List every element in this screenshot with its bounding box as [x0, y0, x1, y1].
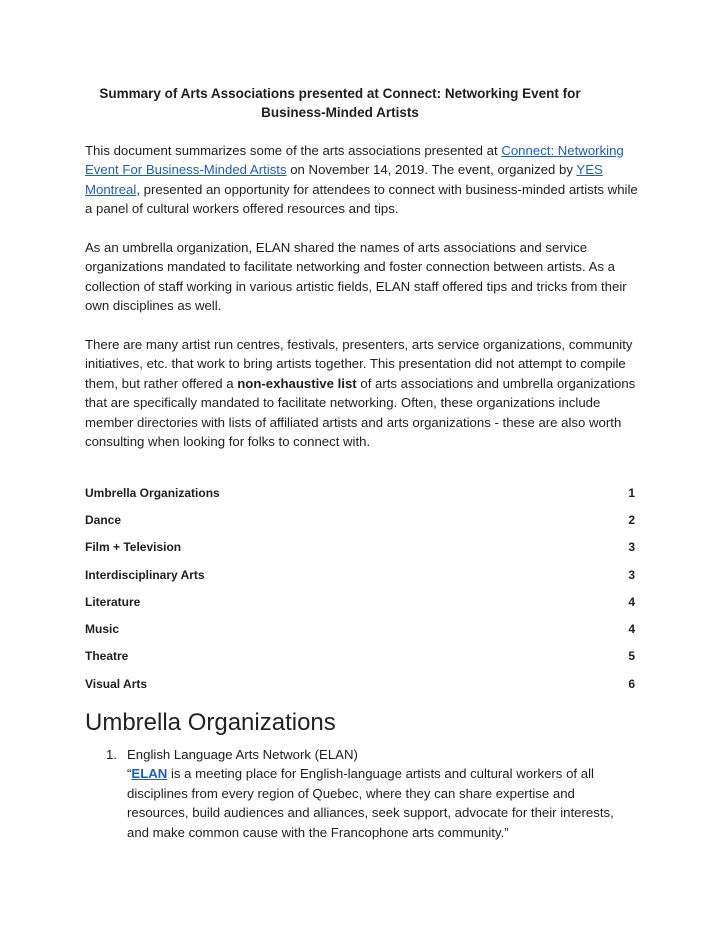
intro-text-3: , presented an opportunity for attendees to connect with business-minded artists while a panel of cultural workers offered resources and tips.	[85, 181, 638, 217]
toc-item-page: 5	[628, 649, 635, 664]
toc-item-visual-arts[interactable]	[85, 670, 635, 697]
description-text: is a meeting place for English-language artists and cultural workers of all disciplines from every region of Quebec, where they can share expertise and resources, build audiences and alliances, seek support, advocate for their interests, and make common cause with the Francophone arts community.”	[127, 766, 614, 840]
toc-item-page: 4	[628, 622, 635, 637]
toc-item-page: 1	[628, 485, 635, 500]
toc-item-page: 3	[628, 540, 635, 555]
toc-item-theatre[interactable]	[85, 643, 635, 670]
list-item-number: 1.	[106, 747, 117, 762]
section-heading: Umbrella Organizations	[85, 709, 336, 736]
para3-text-2: of arts associations and umbrella organizations that are specifically mandated to facilitate networking. Often, these organizations include member directories with lists of affiliated artists and arts organizations - these are also worth consulting when looking for folks to connect with.	[85, 375, 636, 450]
quote-open: “	[127, 766, 132, 782]
organization-description	[127, 764, 637, 842]
toc-item-umbrella-organizations[interactable]	[85, 479, 635, 506]
para3-bold: non-exhaustive list	[237, 375, 357, 391]
toc-item-label: Interdisciplinary Arts	[85, 567, 205, 582]
toc-item-interdisciplinary-arts[interactable]	[85, 561, 635, 588]
toc-item-label: Literature	[85, 594, 141, 609]
toc-item-dance[interactable]	[85, 506, 635, 533]
intro-paragraph	[85, 141, 640, 219]
toc-item-label: Music	[85, 622, 120, 637]
toc-item-page: 2	[628, 512, 635, 527]
toc-item-literature[interactable]	[85, 588, 635, 615]
title-line-2: Business-Minded Artists	[261, 105, 419, 120]
intro-text-1: This document summarizes some of the arts associations presented at	[85, 143, 502, 158]
para3-text-1: There are many artist run centres, festivals, presenters, arts service organizations, community initiatives, etc. that work to bring artists together. This presentation did not attempt to compile them, but rather offered a	[85, 337, 633, 391]
elan-paragraph: As an umbrella organization, ELAN shared the names of arts associations and service organizations mandated to facilitate networking and foster connection between artists. As a collection of staff working in various artistic fields, ELAN staff offered tips and tricks from their own disciplines as well.	[85, 240, 627, 314]
non-exhaustive-paragraph	[85, 335, 640, 451]
toc-item-label: Umbrella Organizations	[85, 485, 220, 500]
toc-item-page: 6	[628, 676, 635, 691]
toc-item-film-television[interactable]	[85, 534, 635, 561]
document-title	[90, 84, 590, 122]
elan-link[interactable]: ELAN	[131, 766, 168, 782]
toc-item-music[interactable]	[85, 615, 635, 642]
toc-item-label: Dance	[85, 512, 122, 527]
toc-item-label: Film + Television	[85, 540, 182, 555]
toc-item-label: Visual Arts	[85, 676, 148, 691]
organization-name: English Language Arts Network (ELAN)	[127, 747, 358, 762]
connect-event-link[interactable]: Connect: Networking Event For Business-Minded Artists	[85, 143, 624, 178]
intro-text-2: on November 14, 2019. The event, organized by	[286, 162, 577, 178]
toc-item-label: Theatre	[85, 649, 129, 664]
toc-item-page: 3	[628, 567, 635, 582]
table-of-contents	[85, 479, 635, 697]
toc-item-page: 4	[628, 594, 635, 609]
yes-montreal-link[interactable]: YES Montreal	[85, 162, 603, 197]
list-item	[127, 745, 637, 842]
title-line-1: Summary of Arts Associations presented at Connect: Networking Event for	[99, 86, 581, 101]
